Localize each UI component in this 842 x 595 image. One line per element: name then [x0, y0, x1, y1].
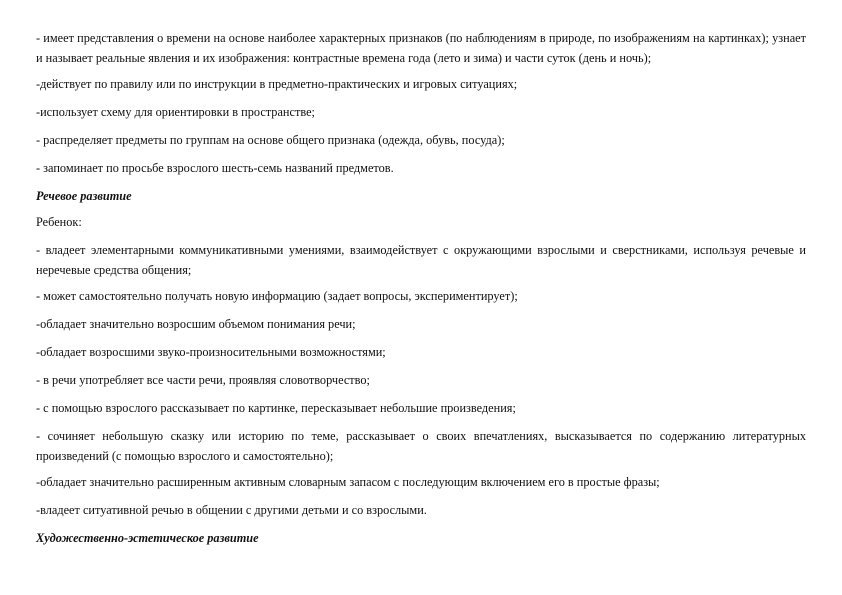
- list-item: -использует схему для ориентировки в пространстве;: [36, 105, 315, 119]
- list-item: -обладает значительно возросшим объемом понимания речи;: [36, 317, 356, 331]
- document-page: [36, 28, 806, 554]
- list-item: -обладает значительно расширенным активным словарным запасом с последующим включением его в простые фразы;: [36, 475, 660, 489]
- list-item: - в речи употребляет все части речи, проявляя словотворчество;: [36, 373, 370, 387]
- list-item: - с помощью взрослого рассказывает по картинке, пересказывает небольшие произведения;: [36, 401, 516, 415]
- list-item: - запоминает по просьбе взрослого шесть-семь названий предметов.: [36, 161, 394, 175]
- list-item: -действует по правилу или по инструкции в предметно-практических и игровых ситуациях;: [36, 77, 518, 91]
- section-heading-speech: Речевое развитие: [36, 189, 132, 203]
- list-item: - может самостоятельно получать новую информацию (задает вопросы, экспериментирует);: [36, 289, 518, 303]
- list-item: - сочиняет небольшую сказку или историю по теме, рассказывает о своих впечатлениях, высказывается по содержанию литературных произведений (с помощью взрослого и самостоятельно);: [36, 429, 806, 463]
- subject-label: Ребенок:: [36, 215, 82, 229]
- list-item: -владеет ситуативной речью в общении с другими детьми и со взрослыми.: [36, 503, 427, 517]
- list-item: - распределяет предметы по группам на основе общего признака (одежда, обувь, посуда);: [36, 133, 505, 147]
- section-heading-art: Художественно-эстетическое развитие: [36, 531, 259, 545]
- list-item: -обладает возросшими звуко-произносительными возможностями;: [36, 345, 386, 359]
- list-item: - владеет элементарными коммуникативными умениями, взаимодействует с окружающими взрослыми и сверстниками, используя речевые и неречевые средства общения;: [36, 243, 806, 277]
- list-item: - имеет представления о времени на основе наиболее характерных признаков (по наблюдениям в природе, по изображениям на картинках); узнает и называет реальные явления и их изображения: контрастные времена года (лето и зима) и части суток (день и ночь);: [36, 31, 806, 65]
